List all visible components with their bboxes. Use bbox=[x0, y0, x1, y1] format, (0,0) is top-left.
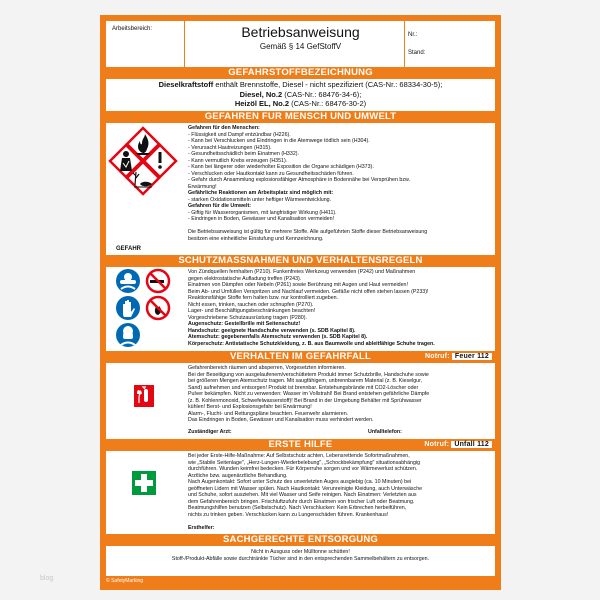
protection-line: Handschutz: geeignete Handschuhe verwenden (s. SDB Kapitel 8). bbox=[188, 327, 356, 334]
firstaid-line: wie „Stabile Seitenlage", „Herz-Lungen-Wiederbelebung", „Schockbekämpfung" situationsabhängig bbox=[188, 459, 421, 466]
firstaid-line: Ärztliche bzw. augenärztliche Behandlung. bbox=[188, 472, 288, 479]
notruf-label: Notruf: bbox=[425, 353, 450, 360]
danger-line: Gefahrenbereich räumen und absperren, Vorgesetzten informieren. bbox=[188, 365, 346, 371]
signal-word: GEFAHR bbox=[116, 246, 142, 252]
section-protection-heading: SCHUTZMASSNAHMEN UND VERHALTENSREGELN bbox=[178, 256, 423, 266]
protection-text bbox=[188, 269, 491, 347]
protection-line: Körperschutz: Antistatische Schutzkleidung, z. B. aus Baumwolle und ableitfähige Schuhe tragen. bbox=[188, 340, 435, 347]
hazards-line: - Kann bei Verschlucken und Eindringen in die Atemwege tödlich sein (H304). bbox=[188, 138, 370, 144]
firstaid-box bbox=[106, 451, 495, 534]
first-aid-pictogram bbox=[106, 451, 184, 534]
disposal-text bbox=[106, 546, 495, 562]
work-area-label: Arbeitsbereich: bbox=[112, 26, 153, 32]
firstaid-line: dem Gefahrenbereich bringen. Frischluftzufuhr durch Einatmen von frischer Luft oder Beatmung. bbox=[188, 498, 415, 505]
brand-footer: © SafetyMarking bbox=[106, 578, 144, 584]
hazards-line: - Verschlucken oder Hautkontakt kann zu Gesundheitsschäden führen. bbox=[188, 170, 354, 177]
hazards-line: Gefahren für den Menschen: bbox=[188, 125, 260, 131]
danger-line: Alarm-, Flucht- und Rettungspläne beachten. Feuerwehr alarmieren. bbox=[188, 410, 349, 417]
fire-extinguisher-icon bbox=[134, 385, 154, 407]
danger-line: bei größeren Mengen Atemschutz tragen. Mit saugfähigem, unbrennbarem Material (z. B. Kieselgur, bbox=[188, 378, 423, 384]
hazards-line: - Gesundheitsschädlich beim Einatmen (H332). bbox=[188, 151, 299, 157]
protection-line: Vorgeschriebene Schutzausrüstung tragen (P280). bbox=[188, 314, 307, 321]
header-divider bbox=[404, 21, 405, 67]
section-firstaid-heading bbox=[106, 440, 495, 450]
operating-instructions-sheet bbox=[100, 15, 501, 590]
section-firstaid-title: ERSTE HILFE bbox=[268, 440, 333, 450]
hazards-line: - Verursacht Hautreizungen (H315). bbox=[188, 144, 272, 151]
notruf-value: Feuer 112 bbox=[452, 353, 492, 360]
no-smoking-icon bbox=[147, 270, 169, 292]
hazards-line: - starken Oxidationsmitteln unter heftiger Wärmeentwicklung. bbox=[188, 196, 332, 203]
hand-protection-icon bbox=[116, 296, 140, 320]
notruf-value: Unfall 112 bbox=[451, 441, 492, 448]
protection-line: Lager- und Beschäftigungsbeschränkungen beachten! bbox=[188, 308, 316, 314]
danger-line: Das Eindringen in Boden, Gewässer und Kanalisation muss verhindert werden. bbox=[188, 417, 374, 423]
substance-name: Dieselkraftstoff bbox=[158, 80, 214, 89]
firstaid-line: und Schuhe, sofort ausziehen. Mit viel Wasser und Seife reinigen. Nach Einatmen: Verletzten aus bbox=[188, 492, 417, 498]
accident-phone-label: Unfalltelefon: bbox=[368, 429, 402, 435]
fire-extinguisher-pictogram bbox=[106, 363, 184, 439]
hazards-line: besitzen eine einheitliche Einstufung und Kennzeichnung. bbox=[188, 235, 324, 242]
hazards-line: Gefährliche Reaktionen am Arbeitsplatz sind möglich mit: bbox=[188, 190, 334, 196]
hazards-text bbox=[188, 125, 491, 242]
hazards-line: Gefahren für die Umwelt: bbox=[188, 203, 251, 209]
danger-line: Pulver bekämpfen. Nicht zu verwenden: Wasser im Vollstrahl! Bei Brand entstehen gefährliche Dämpfe bbox=[188, 391, 430, 397]
stand-label: Stand: bbox=[408, 50, 426, 56]
danger-line: kühlen! Berst- und Explosionsgefahr bei Erwärmung! bbox=[188, 404, 312, 410]
hazards-box bbox=[106, 123, 495, 255]
protection-line: Reaktionsfähige Stoffe fern halten bzw. nur kontrolliert zugeben. bbox=[188, 295, 339, 301]
protection-line: Von Zündquellen fernhalten (P210). Funkenfreies Werkzeug verwenden (P242) und Maßnahmen bbox=[188, 269, 416, 275]
danger-box bbox=[106, 363, 495, 439]
danger-line: Sand) aufnehmen und entsorgen! Produkt ist brennbar. Entstehungsbrände mit CO2-Löscher oder bbox=[188, 384, 419, 391]
firstaid-line: Nach Augenkontakt: Sofort unter Schutz des unverletzten Auges ausgiebig (ca. 10 Minuten) bei bbox=[188, 479, 412, 485]
emergency-call-fire bbox=[425, 352, 492, 362]
danger-text bbox=[188, 365, 491, 424]
protection-box bbox=[106, 267, 495, 351]
substance-box bbox=[106, 79, 495, 111]
first-aid-cross-icon bbox=[132, 471, 156, 495]
protection-line: Augenschutz: Gestellbrille mit Seitenschutz! bbox=[188, 321, 301, 327]
section-hazards-heading: GEFAHREN FÜR MENSCH UND UMWELT bbox=[204, 112, 397, 122]
firstaid-line: Bei jeder Erste-Hilfe-Maßnahme: Auf Selbstschutz achten, Lebensrettende Sofortmaßnahmen, bbox=[188, 453, 410, 459]
hazards-line: - Flüssigkeit und Dampf entzündbar (H226). bbox=[188, 131, 291, 138]
page-subtitle: Gemäß § 14 GefStoffV bbox=[259, 42, 342, 51]
hazards-line: - Giftig für Wasserorganismen, mit langfristiger Wirkung (H411). bbox=[188, 209, 337, 216]
hazards-line: - Eindringen in Boden, Gewässer und Kanalisation vermeiden! bbox=[188, 216, 335, 222]
hazards-line: - Kann vermutlich Krebs erzeugen (H351). bbox=[188, 157, 288, 164]
safety-pictograms bbox=[106, 267, 184, 351]
protection-line: Beim Ab- und Umfüllen Verspritzen und Nachlauf vermeiden. Gefäße nicht offen stehen lassen (P233)! bbox=[188, 288, 429, 295]
protection-line: Einatmen von Dämpfen oder Nebeln (P261) sowie Berührung mit Augen und Haut vermeiden! bbox=[188, 282, 408, 288]
substance-name: Heizöl EL, No.2 bbox=[234, 99, 290, 108]
disposal-line: Stoff-/Produkt-Abfälle sowie durchtränkte Tücher sind in den entsprechenden Sammelbehältern zu entsorgen. bbox=[171, 555, 430, 562]
hazards-line: Erwärmung! bbox=[188, 183, 217, 190]
substance-detail: (CAS-Nr.: 68476-30-2) bbox=[289, 99, 367, 108]
firstaid-text bbox=[188, 453, 491, 531]
emergency-call-accident bbox=[424, 440, 492, 450]
danger-line: Bei der Beseitigung von ausgelaufenem/verschüttetem Produkt immer Schutzbrille, Handschuhe sowie bbox=[188, 371, 429, 378]
hazard-pictograms bbox=[106, 123, 184, 255]
eye-protection-icon bbox=[116, 269, 140, 293]
header bbox=[106, 21, 495, 67]
section-substance-heading: GEFAHRSTOFFBEZEICHNUNG bbox=[228, 68, 373, 78]
section-disposal-heading: SACHGERECHTE ENTSORGUNG bbox=[222, 535, 379, 545]
danger-line: (z. B. Kohlenmonoxid, Schwefelwasserstoff)! Bei Brand in der Umgebung Behälter mit Sprühwasser bbox=[188, 397, 422, 404]
contact-row bbox=[188, 429, 491, 435]
nr-label: Nr.: bbox=[408, 32, 418, 38]
protection-line: Atemschutz: gegebenenfalls Atemschutz verwenden (s. SDB Kapitel 8). bbox=[188, 334, 368, 340]
firstaid-line: Beatmungshilfen benutzen (Selbstschutz). Nach Verschlucken: Kein Erbrechen herbeiführen, bbox=[188, 505, 407, 511]
no-open-flame-icon bbox=[147, 297, 169, 319]
protection-line: Nicht essen, trinken, rauchen oder schnupfen (P270). bbox=[188, 301, 314, 308]
section-danger-title: VERHALTEN IM GEFAHRFALL bbox=[229, 352, 372, 362]
protection-line: gegen elektrostatische Aufladung treffen (P243). bbox=[188, 275, 302, 282]
respirator-icon bbox=[116, 323, 140, 347]
firstaid-line: nichts zu trinken geben. Verschlucken kann zu Lungenschäden führen. Krankenhaus! bbox=[188, 511, 389, 518]
substance-detail: (CAS-Nr.: 68476-34-6); bbox=[282, 89, 362, 99]
substance-detail: enthält Brennstoffe, Diesel - nicht spezifiziert (CAS-Nr.: 68334-30-5); bbox=[213, 80, 443, 89]
hazards-line: Die Betriebsanweisung ist gültig für mehrere Stoffe. Alle aufgeführten Stoffe dieser Betriebsanweisung bbox=[188, 229, 428, 235]
firstaid-line: durchführen. Wunden keimfrei bedecken. Für Körperruhe sorgen und vor Wärmeverlust schützen. bbox=[188, 466, 418, 472]
firstaid-line: Ersthelfer: bbox=[188, 524, 215, 531]
hazards-line: - Gefahr durch Ansammlung explosionsfähiger Atmosphäre in Bodennähe bei Versprühen bzw. bbox=[188, 177, 411, 183]
notruf-label: Notruf: bbox=[424, 441, 450, 448]
disposal-box bbox=[106, 546, 495, 576]
firstaid-line: geöffneten Lidern mit Wasser spülen. Nach Hautkontakt: Verunreinigte Kleidung, auch Unterwäsche bbox=[188, 485, 423, 492]
watermark: blog bbox=[40, 575, 54, 582]
disposal-line: Nicht in Ausguss oder Mülltonne schütten! bbox=[251, 549, 350, 555]
section-danger-heading bbox=[106, 352, 495, 362]
doctor-label: Zuständiger Arzt: bbox=[188, 429, 232, 435]
substance-name: Diesel, No.2 bbox=[239, 89, 283, 99]
page-title: Betriebsanweisung bbox=[241, 24, 360, 40]
hazards-line: - Kann bei längerer oder wiederholter Exposition die Organe schädigen (H373). bbox=[188, 164, 374, 170]
